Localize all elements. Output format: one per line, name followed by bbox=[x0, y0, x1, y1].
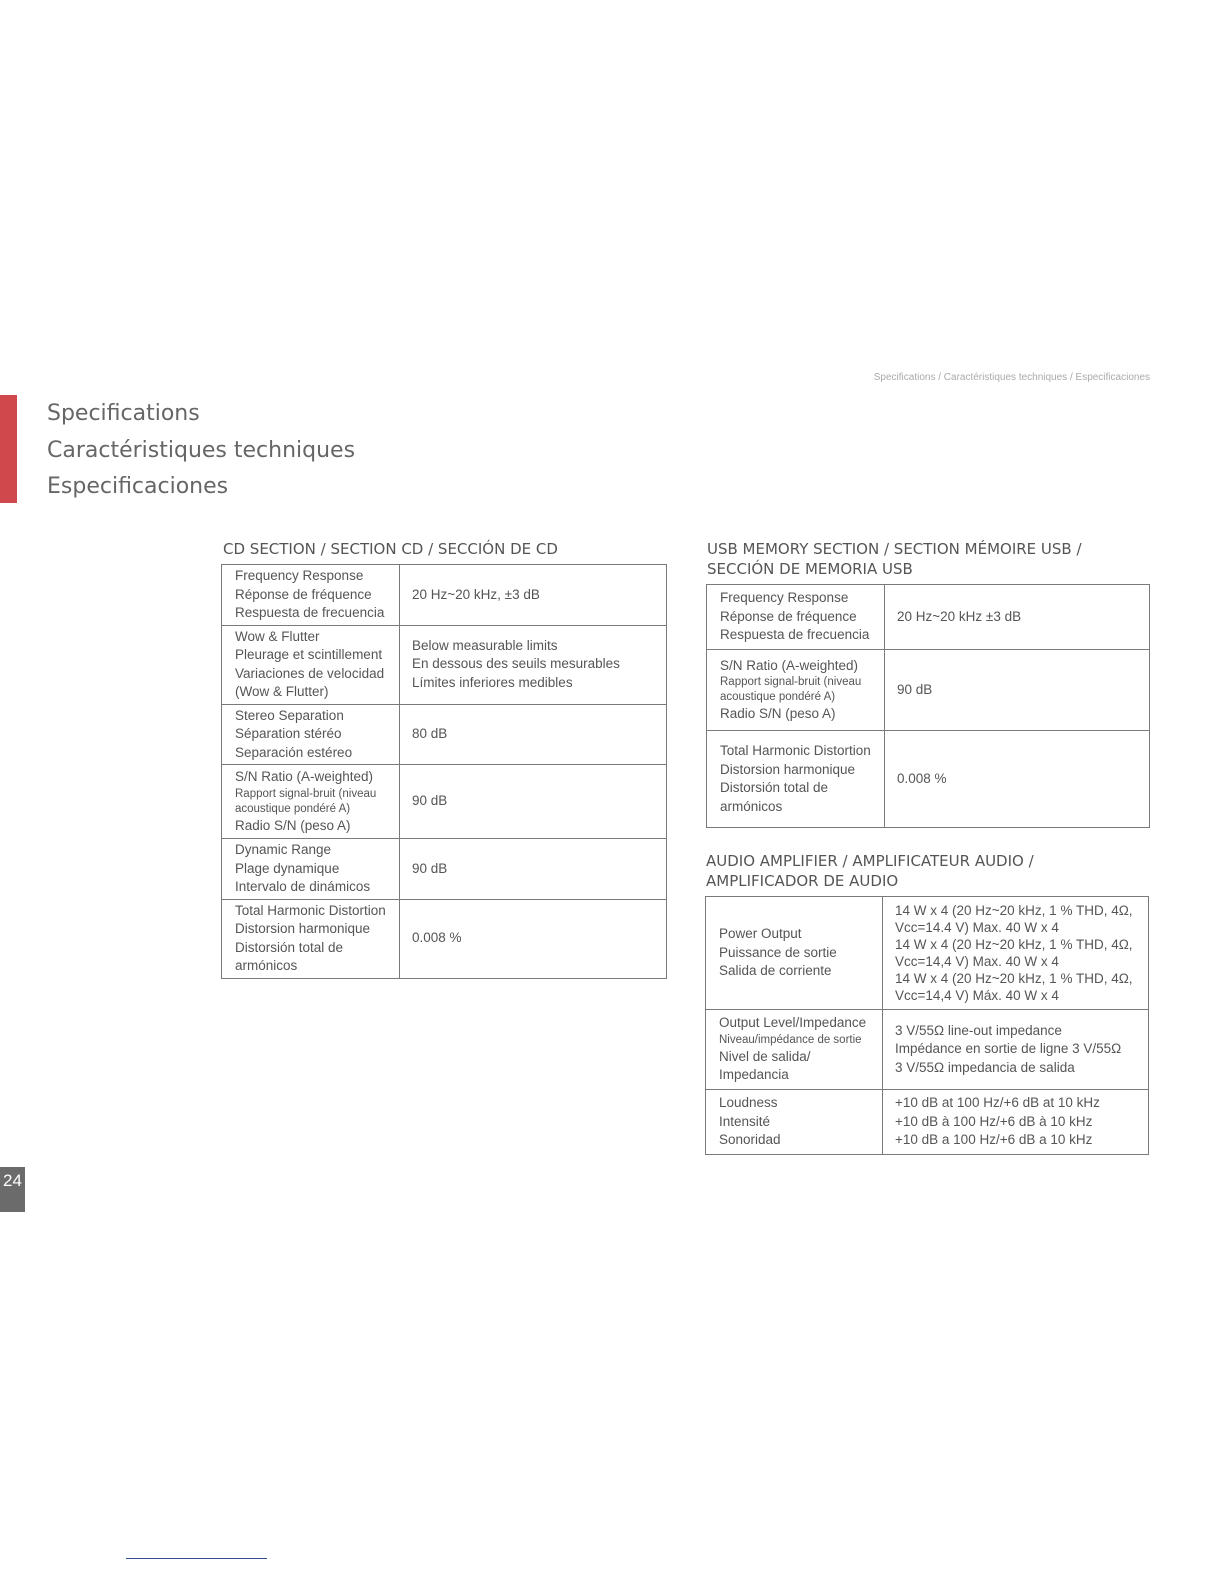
title-english: Specifications bbox=[47, 401, 200, 426]
row-value: +10 dB at 100 Hz/+6 dB at 10 kHz +10 dB à 100 Hz/+6 dB à 10 kHz +10 dB a 100 Hz/+6 dB a 10 kHz bbox=[883, 1090, 1149, 1155]
usb-row-sn-ratio bbox=[707, 650, 1150, 731]
row-value: 20 Hz~20 kHz, ±3 dB bbox=[400, 565, 667, 626]
row-label: Frequency Response Réponse de fréquence Respuesta de frecuencia bbox=[222, 565, 400, 626]
footer-rule bbox=[126, 1558, 267, 1559]
row-label: Loudness Intensité Sonoridad bbox=[706, 1090, 883, 1155]
row-value: 0.008 % bbox=[885, 731, 1150, 828]
row-label: Power Output Puissance de sortie Salida de corriente bbox=[706, 897, 883, 1010]
row-value: Below measurable limits En dessous des seuils mesurables Límites inferiores medibles bbox=[400, 625, 667, 704]
amp-spec-table bbox=[705, 896, 1149, 1155]
title-spanish: Especificaciones bbox=[47, 474, 229, 499]
cd-section-heading: CD SECTION / SECTION CD / SECCIÓN DE CD bbox=[223, 540, 558, 558]
cd-row-sn-ratio bbox=[222, 765, 667, 839]
cd-row-stereo-separation bbox=[222, 704, 667, 765]
row-value: 20 Hz~20 kHz ±3 dB bbox=[885, 585, 1150, 650]
cd-row-dynamic-range bbox=[222, 839, 667, 900]
cd-row-thd bbox=[222, 899, 667, 978]
row-label: Output Level/Impedance Niveau/impédance de sortie Nivel de salida/ Impedancia bbox=[706, 1010, 883, 1090]
cd-row-wow-flutter bbox=[222, 625, 667, 704]
row-label: S/N Ratio (A-weighted) Rapport signal-bruit (niveau acoustique pondéré A) Radio S/N (peso A) bbox=[222, 765, 400, 839]
amp-section-heading: AUDIO AMPLIFIER / AMPLIFICATEUR AUDIO / AMPLIFICADOR DE AUDIO bbox=[706, 852, 1034, 890]
usb-spec-table bbox=[706, 584, 1150, 828]
row-value: 80 dB bbox=[400, 704, 667, 765]
section-color-bar bbox=[0, 395, 17, 503]
usb-row-frequency-response bbox=[707, 585, 1150, 650]
amp-row-power-output bbox=[706, 897, 1149, 1010]
row-label: Total Harmonic Distortion Distorsion harmonique Distorsión total de armónicos bbox=[707, 731, 885, 828]
row-value: 14 W x 4 (20 Hz~20 kHz, 1 % THD, 4Ω, Vcc=14.4 V) Max. 40 W x 4 14 W x 4 (20 Hz~20 kHz, 1 % THD, 4Ω, Vcc=14,4 V) Max. 40 W x 4 14 W x 4 (20 Hz~20 kHz, 1 % THD, 4Ω, Vcc=14,4 V) Máx. 40 W x 4 bbox=[883, 897, 1149, 1010]
row-label: Total Harmonic Distortion Distorsion harmonique Distorsión total de armónicos bbox=[222, 899, 400, 978]
row-label: Frequency Response Réponse de fréquence Respuesta de frecuencia bbox=[707, 585, 885, 650]
row-value: 90 dB bbox=[400, 839, 667, 900]
title-french: Caractéristiques techniques bbox=[47, 437, 356, 463]
usb-section-heading: USB MEMORY SECTION / SECTION MÉMOIRE USB / SECCIÓN DE MEMORIA USB bbox=[707, 540, 1082, 578]
row-value: 90 dB bbox=[400, 765, 667, 839]
row-label: S/N Ratio (A-weighted) Rapport signal-bruit (niveau acoustique pondéré A) Radio S/N (peso A) bbox=[707, 650, 885, 731]
amp-row-loudness bbox=[706, 1090, 1149, 1155]
row-value: 3 V/55Ω line-out impedance Impédance en sortie de ligne 3 V/55Ω 3 V/55Ω impedancia de salida bbox=[883, 1010, 1149, 1090]
row-value: 90 dB bbox=[885, 650, 1150, 731]
row-label: Dynamic Range Plage dynamique Intervalo de dinámicos bbox=[222, 839, 400, 900]
cd-row-frequency-response bbox=[222, 565, 667, 626]
cd-spec-table bbox=[221, 564, 667, 979]
row-value: 0.008 % bbox=[400, 899, 667, 978]
running-header: Specifications / Caractéristiques techniques / Especificaciones bbox=[873, 372, 1150, 383]
page-number: 24 bbox=[0, 1167, 25, 1212]
row-label: Wow & Flutter Pleurage et scintillement Variaciones de velocidad (Wow & Flutter) bbox=[222, 625, 400, 704]
amp-row-output-level bbox=[706, 1010, 1149, 1090]
usb-row-thd bbox=[707, 731, 1150, 828]
page-title bbox=[47, 396, 355, 506]
row-label: Stereo Separation Séparation stéréo Separación estéreo bbox=[222, 704, 400, 765]
